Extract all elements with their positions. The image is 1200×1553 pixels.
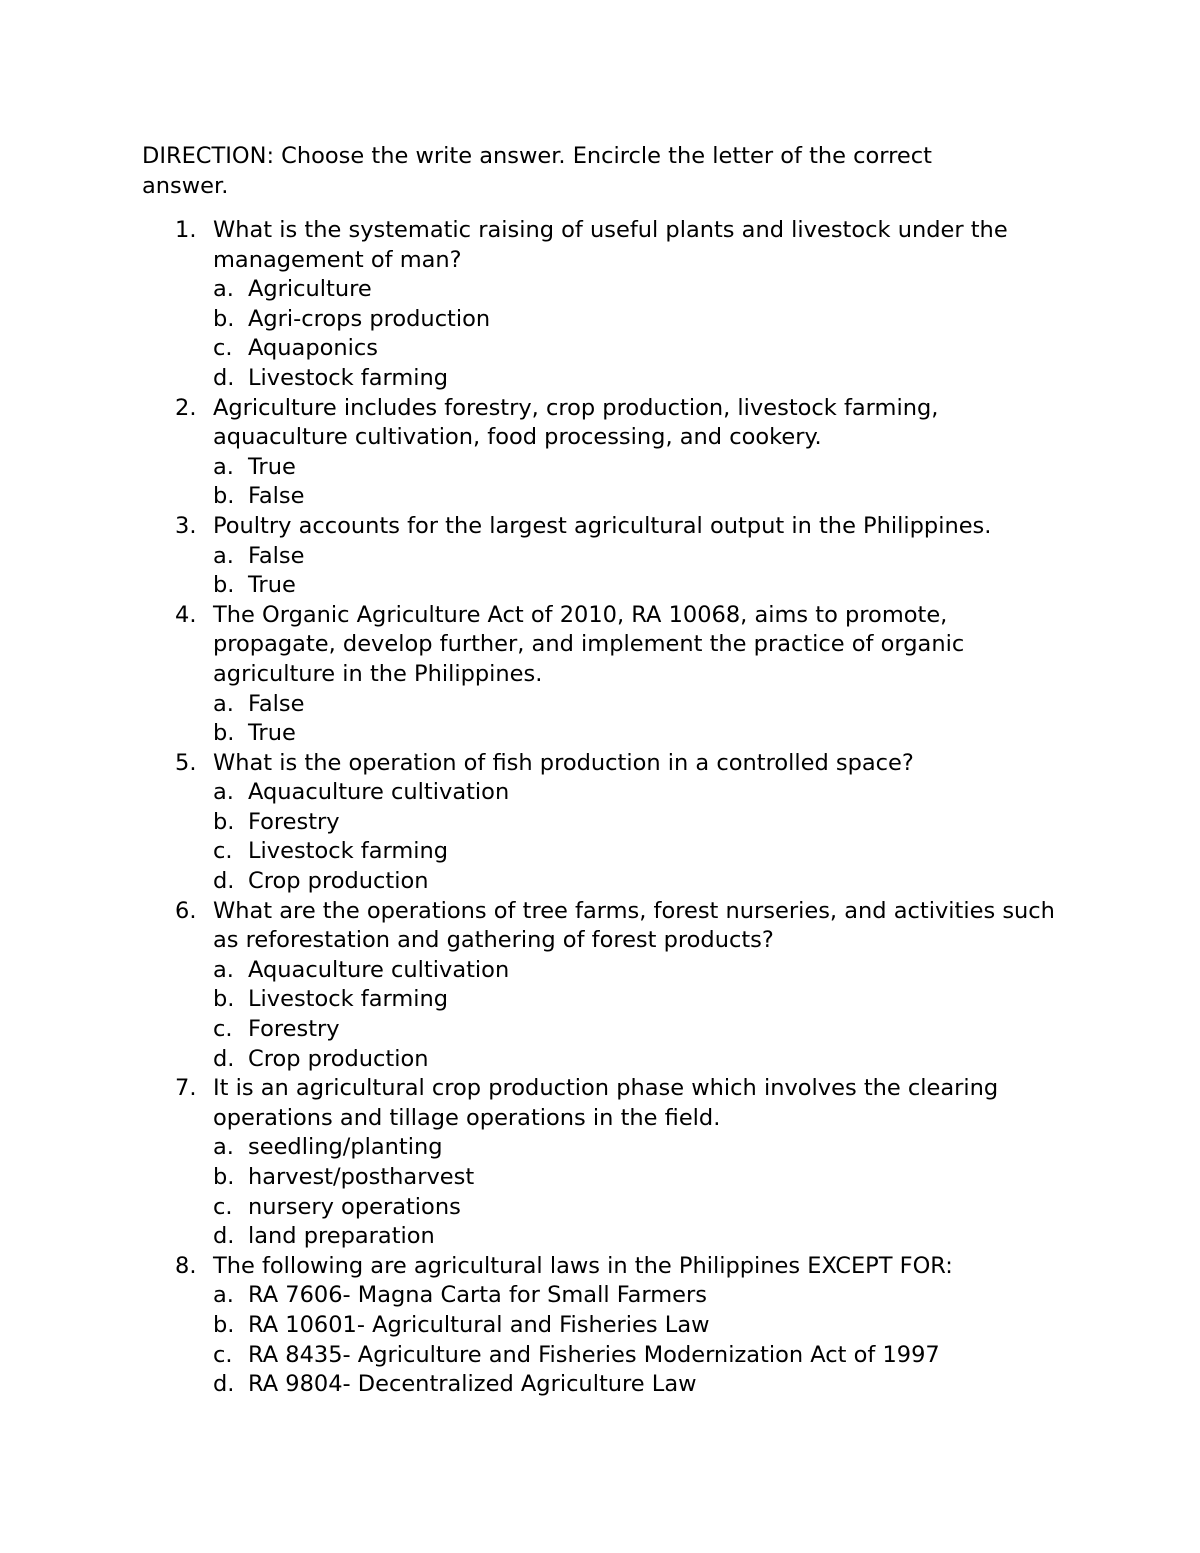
answer-option [213, 690, 1062, 720]
option-text: RA 8435- Agriculture and Fisheries Modernization Act of 1997 [248, 1341, 940, 1368]
answer-option [213, 1045, 1062, 1075]
option-letter: a. [213, 690, 234, 717]
option-letter: b. [213, 986, 235, 1013]
option-list [213, 956, 1062, 1074]
option-text: Forestry [248, 1016, 340, 1043]
answer-option [213, 1311, 1062, 1341]
question-list [142, 216, 1062, 1400]
option-list [213, 542, 1062, 601]
option-letter: b. [213, 305, 235, 332]
question-item [142, 216, 1062, 394]
option-letter: a. [213, 779, 234, 806]
question-text: What is the operation of fish production in a controlled space? [213, 749, 914, 776]
question-item [142, 512, 1062, 601]
option-letter: d. [213, 868, 235, 895]
option-list [213, 1133, 1062, 1251]
answer-option [213, 1133, 1062, 1163]
option-text: Crop production [248, 1045, 429, 1072]
option-list [213, 275, 1062, 393]
question-number: 8. [175, 1252, 197, 1279]
question-number: 7. [175, 1075, 197, 1102]
answer-option [213, 571, 1062, 601]
option-letter: c. [213, 838, 233, 865]
question-item [142, 1074, 1062, 1252]
option-text: Agri-crops production [248, 305, 491, 332]
option-text: Aquaculture cultivation [248, 956, 510, 983]
question-text: What are the operations of tree farms, forest nurseries, and activities such as reforestation and gathering of forest products? [213, 897, 1055, 954]
question-number: 4. [175, 601, 197, 628]
option-text: Forestry [248, 808, 340, 835]
question-item [142, 1252, 1062, 1400]
option-letter: a. [213, 276, 234, 303]
option-letter: a. [213, 1134, 234, 1161]
question-text: The following are agricultural laws in the Philippines EXCEPT FOR: [213, 1252, 953, 1279]
answer-option [213, 719, 1062, 749]
answer-option [213, 837, 1062, 867]
question-item [142, 601, 1062, 749]
option-text: Livestock farming [248, 364, 449, 391]
option-letter: c. [213, 1016, 233, 1043]
option-letter: a. [213, 956, 234, 983]
answer-option [213, 867, 1062, 897]
option-text: Livestock farming [248, 986, 449, 1013]
option-letter: d. [213, 1045, 235, 1072]
option-list [213, 690, 1062, 749]
option-letter: c. [213, 335, 233, 362]
question-number: 2. [175, 394, 197, 421]
option-letter: d. [213, 364, 235, 391]
option-letter: b. [213, 808, 235, 835]
option-list [213, 1281, 1062, 1399]
option-list [213, 453, 1062, 512]
option-text: True [248, 572, 296, 599]
question-item [142, 394, 1062, 512]
answer-option [213, 364, 1062, 394]
option-text: Aquaculture cultivation [248, 779, 510, 806]
option-letter: a. [213, 542, 234, 569]
option-letter: a. [213, 453, 234, 480]
option-letter: a. [213, 1282, 234, 1309]
option-text: False [248, 542, 305, 569]
answer-option [213, 985, 1062, 1015]
question-item [142, 749, 1062, 897]
question-number: 3. [175, 512, 197, 539]
answer-option [213, 334, 1062, 364]
option-text: Aquaponics [248, 335, 378, 362]
answer-option [213, 808, 1062, 838]
question-text: Poultry accounts for the largest agricultural output in the Philippines. [213, 512, 992, 539]
answer-option [213, 1015, 1062, 1045]
option-letter: d. [213, 1371, 235, 1398]
question-number: 6. [175, 897, 197, 924]
option-text: Agriculture [248, 276, 372, 303]
answer-option [213, 275, 1062, 305]
option-letter: b. [213, 483, 235, 510]
option-text: Livestock farming [248, 838, 449, 865]
option-text: True [248, 453, 296, 480]
option-text: RA 7606- Magna Carta for Small Farmers [248, 1282, 707, 1309]
option-letter: b. [213, 720, 235, 747]
option-letter: b. [213, 572, 235, 599]
option-text: False [248, 483, 305, 510]
question-number: 1. [175, 217, 197, 243]
answer-option [213, 956, 1062, 986]
option-text: seedling/planting [248, 1134, 443, 1161]
answer-option [213, 778, 1062, 808]
option-text: RA 9804- Decentralized Agriculture Law [248, 1371, 697, 1398]
answer-option [213, 482, 1062, 512]
option-text: True [248, 720, 296, 747]
option-list [213, 778, 1062, 896]
answer-option [213, 305, 1062, 335]
answer-option [213, 1222, 1062, 1252]
question-number: 5. [175, 749, 197, 776]
answer-option [213, 1193, 1062, 1223]
answer-option [213, 1163, 1062, 1193]
option-text: Crop production [248, 868, 429, 895]
option-text: False [248, 690, 305, 717]
answer-option [213, 453, 1062, 483]
option-letter: d. [213, 1223, 235, 1250]
question-text: The Organic Agriculture Act of 2010, RA 10068, aims to promote, propagate, develop further, and implement the practice of organic agriculture in the Philippines. [213, 601, 965, 687]
answer-option [213, 542, 1062, 572]
option-letter: b. [213, 1311, 235, 1338]
option-letter: b. [213, 1164, 235, 1190]
option-text: land preparation [248, 1223, 435, 1250]
question-text: What is the systematic raising of useful plants and livestock under the management of man? [213, 217, 1008, 273]
answer-option [213, 1341, 1062, 1371]
question-text: It is an agricultural crop production phase which involves the clearing operations and tillage operations in the field. [213, 1075, 999, 1131]
option-text: harvest/postharvest [248, 1164, 475, 1190]
option-letter: c. [213, 1341, 233, 1368]
option-letter: c. [213, 1193, 233, 1220]
option-text: nursery operations [248, 1193, 461, 1220]
direction-text: DIRECTION: Choose the write answer. Encircle the letter of the correct answer. [142, 143, 932, 199]
question-text: Agriculture includes forestry, crop production, livestock farming, aquaculture cultivation, food processing, and cookery. [213, 394, 939, 451]
option-text: RA 10601- Agricultural and Fisheries Law [248, 1311, 710, 1338]
answer-option [213, 1281, 1062, 1311]
question-item [142, 897, 1062, 1075]
answer-option [213, 1370, 1062, 1400]
